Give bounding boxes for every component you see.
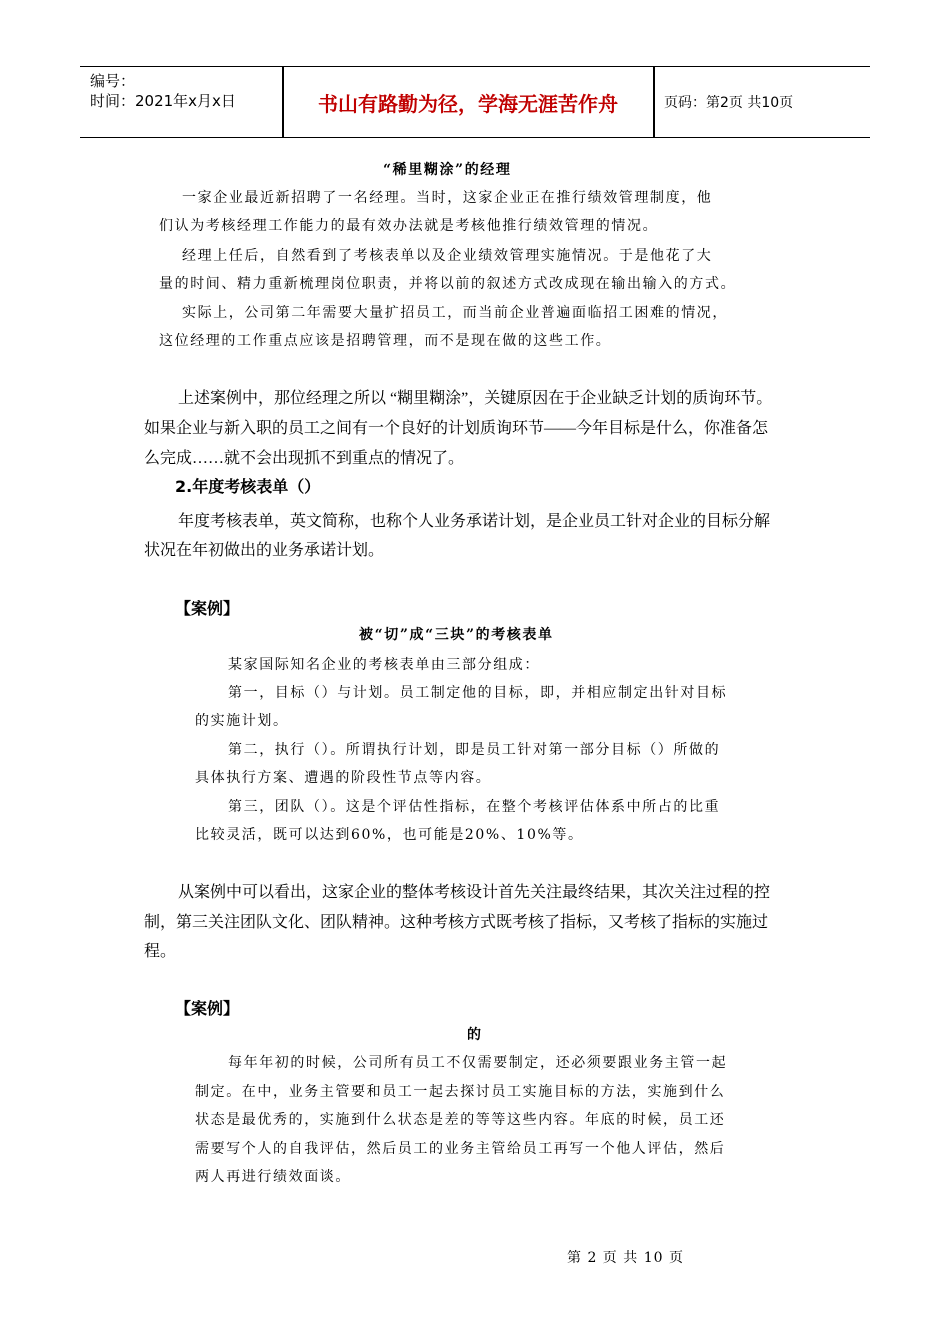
analysis1-line: 么完成……就不会出现抓不到重点的情况了。 bbox=[144, 450, 465, 467]
case3-paragraph-line: 需要写个人的自我评估，然后员工的业务主管给员工再写一个他人评估，然后 bbox=[195, 1141, 726, 1157]
case3-paragraph-line: 两人再进行绩效面谈。 bbox=[195, 1169, 351, 1185]
case3-label: 【案例】 bbox=[175, 999, 240, 1018]
case1-paragraph-line: 们认为考核经理工作能力的最有效办法就是考核他推行绩效管理的情况。 bbox=[159, 218, 659, 234]
case1-paragraph-line: 这位经理的工作重点应该是招聘管理，而不是现在做的这些工作。 bbox=[159, 333, 612, 349]
page-footer: 第 2 页 共 10 页 bbox=[567, 1250, 684, 1266]
case2-paragraph-line: 具体执行方案、遭遇的阶段性节点等内容。 bbox=[195, 770, 492, 786]
case3-title: 的 bbox=[467, 1027, 483, 1043]
document-number-label: 编号： bbox=[90, 72, 136, 90]
case1-paragraph-line: 经理上任后，自然看到了考核表单以及企业绩效管理实施情况。于是他花了大 bbox=[182, 248, 713, 264]
analysis1-line: 如果企业与新入职的员工之间有一个良好的计划质询环节——今年目标是什么，你准备怎 bbox=[144, 420, 769, 437]
header-meta bbox=[90, 71, 236, 111]
case1-paragraph-line: 一家企业最近新招聘了一名经理。当时，这家企业正在推行绩效管理制度，他 bbox=[182, 190, 713, 206]
case2-paragraph-line: 比较灵活，既可以达到60%，也可能是20%、10%等。 bbox=[195, 827, 584, 843]
case1-title: “稀里糊涂”的经理 bbox=[383, 162, 512, 178]
case2-paragraph-line: 第二，执行（）。所谓执行计划，即是员工针对第一部分目标（）所做的 bbox=[228, 742, 721, 758]
case3-paragraph-line: 状态是最优秀的，实施到什么状态是差的等等这些内容。年底的时候，员工还 bbox=[195, 1112, 726, 1128]
analysis2-line: 从案例中可以看出，这家企业的整体考核设计首先关注最终结果，其次关注过程的控 bbox=[178, 884, 771, 901]
analysis1-line: 上述案例中，那位经理之所以 “糊里糊涂”，关键原因在于企业缺乏计划的质询环节。 bbox=[178, 390, 773, 407]
header-motto: 书山有路勤为径，学海无涯苦作舟 bbox=[318, 91, 618, 116]
document-header bbox=[80, 66, 870, 138]
header-divider-right bbox=[653, 67, 655, 137]
section2-paragraph-line: 年度考核表单，英文简称，也称个人业务承诺计划，是企业员工针对企业的目标分解 bbox=[178, 513, 771, 530]
case2-paragraph-line: 的实施计划。 bbox=[195, 713, 289, 729]
section-heading: 2.年度考核表单（） bbox=[175, 477, 321, 496]
header-page-info: 页码：第2页 共10页 bbox=[664, 95, 794, 111]
case3-paragraph-line: 每年年初的时候，公司所有员工不仅需要制定，还必须要跟业务主管一起 bbox=[228, 1055, 728, 1071]
case2-paragraph-line: 某家国际知名企业的考核表单由三部分组成： bbox=[228, 657, 540, 673]
analysis2-line: 制，第三关注团队文化、团队精神。这种考核方式既考核了指标，又考核了指标的实施过 bbox=[144, 914, 769, 931]
case2-paragraph-line: 第一，目标（）与计划。员工制定他的目标，即，并相应制定出针对目标 bbox=[228, 685, 728, 701]
case1-paragraph-line: 实际上，公司第二年需要大量扩招员工，而当前企业普遍面临招工困难的情况， bbox=[182, 305, 728, 321]
case1-paragraph-line: 量的时间、精力重新梳理岗位职责，并将以前的叙述方式改成现在输出输入的方式。 bbox=[159, 276, 737, 292]
case2-title: 被“切”成“三块”的考核表单 bbox=[359, 627, 554, 643]
case2-paragraph-line: 第三，团队（）。这是个评估性指标，在整个考核评估体系中所占的比重 bbox=[228, 799, 721, 815]
document-date: 时间：2021年x月x日 bbox=[90, 92, 236, 110]
case2-label: 【案例】 bbox=[175, 599, 240, 618]
case3-paragraph-line: 制定。在中，业务主管要和员工一起去探讨员工实施目标的方法，实施到什么 bbox=[195, 1084, 726, 1100]
section2-paragraph-line: 状况在年初做出的业务承诺计划。 bbox=[144, 542, 385, 559]
analysis2-line: 程。 bbox=[144, 943, 177, 960]
